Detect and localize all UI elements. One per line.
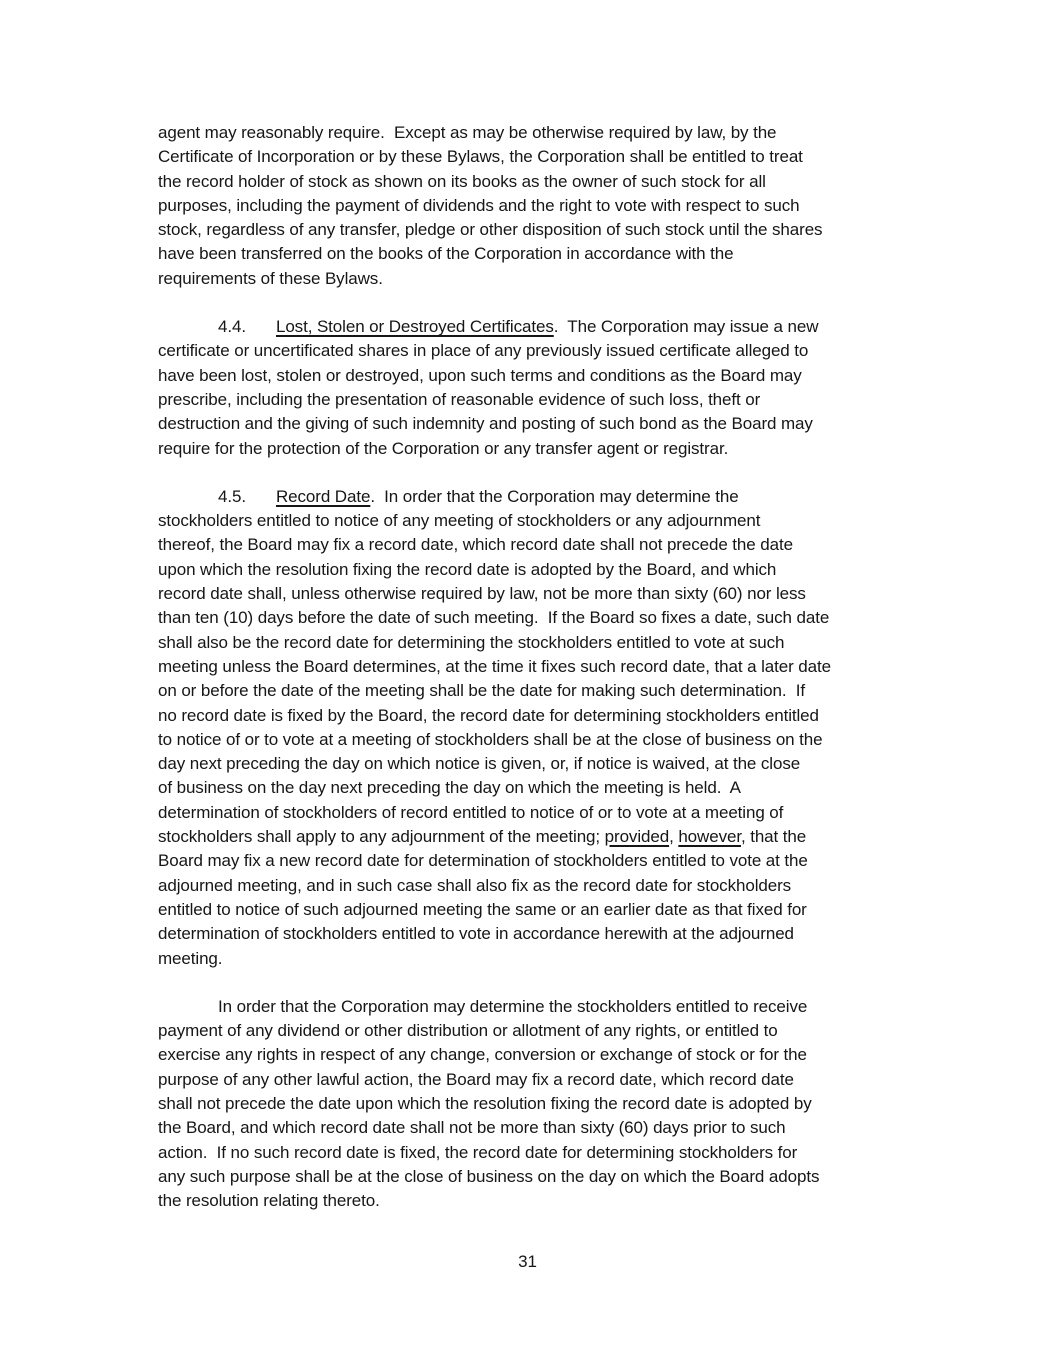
text-line: meeting. bbox=[158, 948, 223, 968]
text-line: exercise any rights in respect of any change, conversion or exchange of stock or for the bbox=[158, 1045, 807, 1065]
text-line: determination of stockholders of record entitled to notice of or to vote at a meeting of bbox=[158, 802, 784, 822]
text-segment: , that the bbox=[740, 827, 807, 847]
text-line bbox=[158, 485, 918, 509]
text-line: on or before the date of the meeting shall be the date for making such determination. If bbox=[158, 681, 805, 701]
text-line: agent may reasonably require. Except as may be otherwise required by law, by the bbox=[158, 123, 777, 142]
text-line: stockholders entitled to notice of any meeting of stockholders or any adjournment bbox=[158, 511, 761, 531]
text-line: the Board, and which record date shall not be more than sixty (60) days prior to such bbox=[158, 1118, 786, 1138]
text-line: shall also be the record date for determining the stockholders entitled to vote at such bbox=[158, 632, 785, 652]
text-line: record date shall, unless otherwise required by law, not be more than sixty (60) nor less bbox=[158, 584, 806, 604]
paragraph-continuation bbox=[158, 121, 918, 291]
text-line: of business on the day next preceding the day on which the meeting is held. A bbox=[158, 778, 741, 798]
text-segment: 4.4. bbox=[218, 317, 246, 337]
text-line: destruction and the giving of such indemnity and posting of such bond as the Board may bbox=[158, 414, 813, 434]
paragraph-section-4-4 bbox=[158, 315, 918, 461]
text-line: payment of any dividend or other distribution or allotment of any rights, or entitled to bbox=[158, 1021, 778, 1041]
text-line: have been lost, stolen or destroyed, upon such terms and conditions as the Board may bbox=[158, 365, 802, 385]
text-segment: 4.5. bbox=[218, 486, 246, 506]
text-line: thereof, the Board may fix a record date, which record date shall not precede the date bbox=[158, 535, 793, 555]
text-line: adjourned meeting, and in such case shall also fix as the record date for stockholders bbox=[158, 875, 792, 895]
text-line: determination of stockholders entitled to vote in accordance herewith at the adjourned bbox=[158, 924, 794, 944]
text-line: shall not precede the date upon which the resolution fixing the record date is adopted by bbox=[158, 1093, 812, 1113]
text-line: require for the protection of the Corporation or any transfer agent or registrar. bbox=[158, 438, 729, 458]
text-segment: . In order that the Corporation may determine the bbox=[370, 486, 739, 506]
text-line: stock, regardless of any transfer, pledge or other disposition of such stock until the shares bbox=[158, 220, 823, 240]
text-segment: stockholders shall apply to any adjournment of the meeting; bbox=[158, 827, 605, 847]
text-line: than ten (10) days before the date of such meeting. If the Board so fixes a date, such date bbox=[158, 608, 830, 628]
text-line: prescribe, including the presentation of reasonable evidence of such loss, theft or bbox=[158, 389, 761, 409]
text-line: purposes, including the payment of dividends and the right to vote with respect to such bbox=[158, 195, 800, 215]
text-line: the record holder of stock as shown on its books as the owner of such stock for all bbox=[158, 171, 766, 191]
text-line: day next preceding the day on which notice is given, or, if notice is waived, at the close bbox=[158, 754, 801, 774]
text-segment: . The Corporation may issue a new bbox=[553, 317, 819, 337]
text-line: any such purpose shall be at the close of business on the day on which the Board adopts bbox=[158, 1166, 820, 1186]
underlined-text: however bbox=[678, 827, 741, 847]
text-line: In order that the Corporation may determine the stockholders entitled to receive bbox=[218, 996, 808, 1016]
document-text bbox=[158, 121, 918, 1213]
text-line: purpose of any other lawful action, the Board may fix a record date, which record date bbox=[158, 1069, 794, 1089]
text-line: Board may fix a new record date for determination of stockholders entitled to vote at the bbox=[158, 851, 808, 871]
underlined-text: provided bbox=[604, 827, 670, 847]
page-number: 31 bbox=[518, 1252, 537, 1271]
text-segment: , bbox=[669, 827, 679, 847]
text-line: Certificate of Incorporation or by these Bylaws, the Corporation shall be entitled to treat bbox=[158, 147, 803, 167]
text-line bbox=[158, 825, 918, 849]
text-line: no record date is fixed by the Board, the record date for determining stockholders entitled bbox=[158, 705, 819, 725]
text-line bbox=[158, 315, 918, 339]
text-line: the resolution relating thereto. bbox=[158, 1191, 380, 1211]
underlined-text: Lost, Stolen or Destroyed Certificates bbox=[275, 317, 554, 337]
text-line: entitled to notice of such adjourned meeting the same or an earlier date as that fixed for bbox=[158, 899, 807, 919]
text-line: meeting unless the Board determines, at the time it fixes such record date, that a later date bbox=[158, 656, 831, 676]
text-line: requirements of these Bylaws. bbox=[158, 268, 383, 288]
text-line: have been transferred on the books of the Corporation in accordance with the bbox=[158, 244, 734, 264]
underlined-text: Record Date bbox=[275, 486, 371, 506]
text-line: upon which the resolution fixing the record date is adopted by the Board, and which bbox=[158, 559, 777, 579]
text-line: certificate or uncertificated shares in place of any previously issued certificate alleged to bbox=[158, 341, 809, 361]
paragraph-record-date-dividends bbox=[158, 995, 918, 1214]
paragraph-section-4-5 bbox=[158, 485, 918, 971]
text-line: to notice of or to vote at a meeting of stockholders shall be at the close of business on the bbox=[158, 729, 823, 749]
text-line: action. If no such record date is fixed, the record date for determining stockholders for bbox=[158, 1142, 798, 1162]
